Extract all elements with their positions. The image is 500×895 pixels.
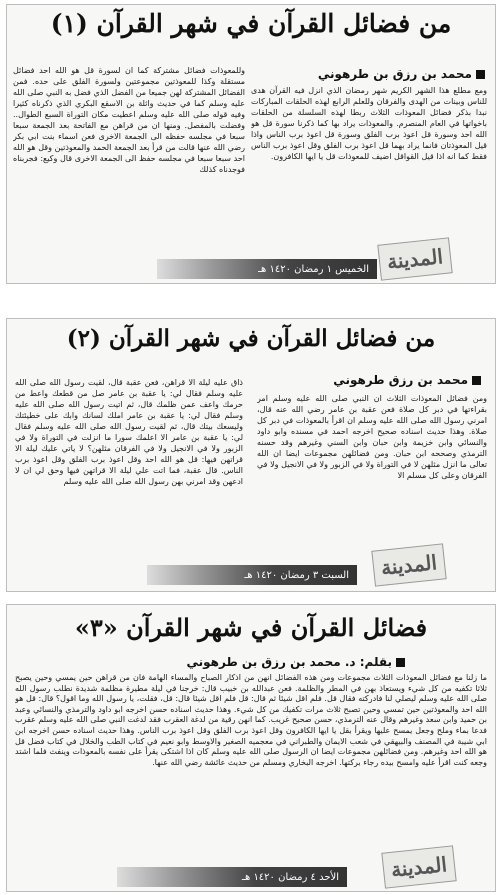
article-author: محمد بن رزق بن طرهوني (318, 67, 485, 81)
article-title: فضائل القرآن في شهر القرآن «٣» (74, 613, 428, 642)
article-clipping-2 (6, 318, 496, 592)
article-clipping-3 (6, 604, 496, 892)
newspaper-stamp-logo: المدينة (377, 237, 452, 280)
article-body: ما زلنا مع فضائل المعوذات الثلاث مجموعات ومن هذه الفضائل انهن من اذكار الصباح والمساء الهامة فان من قراهن حين يمسي وحين يصبح ثلاثا تكفيه من كل شيء ويستعاذ بهن في المطر والظلمة. فعن عبدالله بن خبيب قال: خرجنا في ليلة مطيرة مظلمة شديدة نطلب رسول الله صلى الله عليه وسلم ليصلي لنا فادركته فقال قل. فلم اقل شيئا ثم قال: قل فلم اقل شيئا قال: قل، فقلت، يا رسول الله وما اقول؟ قال: قل هو الله احد والمعوذتين حين تمسي وحين تصبح ثلاث مرات تكفيك من كل شيء. وهذا حديث اسناده حسن اخرجه ابو داود والترمذي والنسائي وعبد بن حميد وابن سعد وغيرهم وقال عنه الترمذي، حسن صحيح غريب. كما انهن رقية من لدغة العقرب فقد لدغت النبي صلى الله عليه وسلم عقرب فدعا بماء وملح وجعل يمسح عليها ويقرأ بقل يا ايها الكافرون وقل اعوذ برب الفلق وقل اعوذ برب الناس. وهذا حديث اسناده حسن اخرجه ابن ابي شيبة في المصنف والبيهقي في شعب الايمان والطبراني في معجميه الصغير والاوسط وابو نعيم في كتاب الطب والخلال في كتاب فضل قل هو الله احد وغيرهم. ومن فضائلهن مجموعات ايضا ان الرسول صلى الله عليه وسلم كان اذا اشتكى يقرأ على نفسه بالمعوذات وينفث فلما اشتد وجعه كنت اقرأ عليه وامسح بيده رجاء بركتها. اخرجه البخاري ومسلم من حديث عائشة رضي الله عنها. (15, 673, 487, 767)
article-author: محمد بن رزق طرهوني (333, 373, 481, 387)
bullet-square-icon (396, 658, 405, 667)
article-clipping-1 (6, 4, 496, 284)
article-title: من فضائل القرآن في شهر القرآن (٢) (66, 325, 436, 352)
bullet-square-icon (476, 70, 485, 79)
article-column-right: ومع مطلع هذا الشهر الكريم شهر رمضان الذي انزل فيه القرآن هدى للناس وبينات من الهدى والفرقان وللعلم الرابع لهذه الحلقات المباركات نبدا بذكر فضائل المعوذات الثلاث ربطا لهذه السلسلة من الحلقات باخواتها في العام المنصرم. والمعوذات يراد بها كما ذكرنا سورة قل هو الله احد وسورة قل اعوذ برب الفلق وسورة قل اعوذ برب الناس واذا قيل المعوذتان فانما يراد بهما قل اعوذ برب الفلق وقل اعوذ برب الناس فقط كما انه اذا قيل القواقل اضيف للمعوذات قل يا ايها الكافرون. (251, 86, 487, 161)
article-column-left: ذاق عليه ليلة الا قراهن، فعن عقبة قال، لقيت رسول الله صلى الله عليه وسلم فقال لي: يا عقبة بن عامر صل من قطعك واعط من حرمك واعف عمن ظلمك قال، ثم اتيت رسول الله صلى الله عليه وسلم فقال لي: يا عقبة بن عامر املك لسانك وابك على خطيئتك وليسعك بيتك قال، ثم لقيت رسول الله صلى الله عليه وسلم فقال لي: يا عقبة بن عامر الا اعلمك سورا ما انزلت في التوراة ولا في الزبور ولا في الانجيل ولا في الفرقان مثلهن؟ لا ياتي عليك ليلة الا قراتهن فيها: قل هو الله احد وقل اعوذ برب الفلق وقل اعوذ برب الناس. قال عقبة، فما اتت علي ليلة الا قراتهن فيها وحق لي ان لا ادعهن وقد امرني بهن رسول الله صلى الله عليه وسلم (15, 378, 243, 486)
date-bar: الخميس ١ رمضان ١٤٢٠ هـ (157, 259, 377, 279)
date-bar: الأحد ٤ رمضان ١٤٢٠ هـ (117, 867, 347, 887)
article-column-right: ومن فضائل المعوذات الثلاث ان النبي صلى الله عليه وسلم امر بقراءتها في دبر كل صلاة فعن عقبة بن عامر رضي الله عنه قال، امرني رسول الله صلى الله عليه وسلم ان اقرأ بالمعوذات في دبر كل صلاة. وهذا حديث اسناده صحيح اخرجه احمد في مسنده وابو داود والنسائي وابن خزيمة وابن حبان وابن السني وغيرهم وقد حسنه الترمذي وصححه ابن حبان. ومن فضائلهن مجموعات ايضا ان الله تعالى ما انزل مثلهن لا في التوراة ولا في الزبور ولا في الانجيل ولا في الفرقان وعلى كل مسلم الا (257, 394, 487, 480)
article-title: من فضائل القرآن في شهر القرآن (١) (50, 9, 452, 38)
newspaper-stamp-logo: المدينة (371, 543, 446, 586)
article-column-left: وللمعوذات فضائل مشتركة كما ان لسورة قل هو الله احد فضائل مستقلة وكذا للمعوذتين مجموعتين ولسورة الفلق على حده. فمن الفضائل المشتركة لهن جميعا من الفضل الذي فضل به النبي صلى الله عليه وسلم كما في حديث واثلة بن الاسقع البكري الذي ذكرناه كثيرا وفيه قوله صلى الله عليه وسلم اعطيت مكان التوراة السبع الطوال.. وفضلت بالمفصل. ومنها ان من قراهن مع الفاتحة بعد الجمعة سبعا سبعا في مجلسه حفظه الى الجمعة الاخرى فعن اسماء بنت ابي بكر رضي الله عنها قالت من قرأ بعد الجمعة الحمد والمعوذتين وقل هو الله احد سبعا سبعا في مجلسه حفظ الى الجمعة الاخرى قال وكيع: فجربناه فوجدناه كذلك (13, 66, 245, 174)
bullet-square-icon (472, 376, 481, 385)
newspaper-stamp-logo: المدينة (381, 845, 456, 888)
article-author: بقلم: د. محمد بن رزق بن طرهوني (187, 655, 406, 669)
date-bar: السبت ٣ رمضان ١٤٢٠ هـ (147, 565, 357, 585)
